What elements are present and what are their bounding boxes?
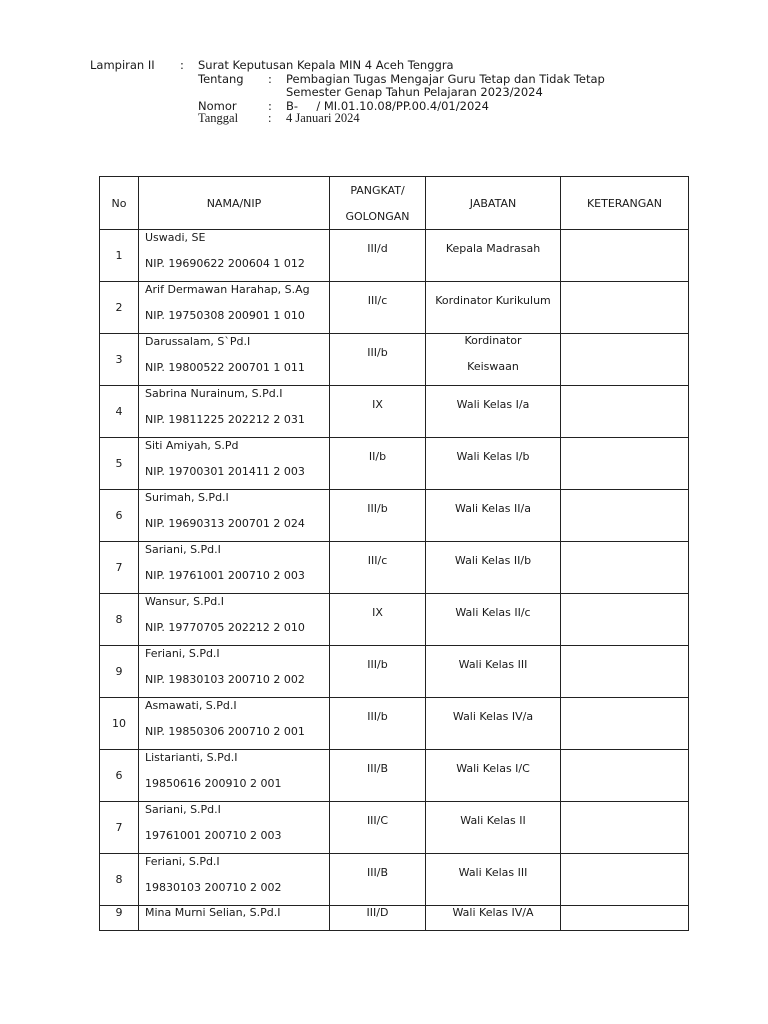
- row-nama-cell: [139, 906, 330, 931]
- table-row: [100, 230, 689, 282]
- row-no: 10: [100, 698, 139, 750]
- table-row: [100, 802, 689, 854]
- row-jabatan-line2: Keiswaan: [467, 360, 519, 373]
- row-no: 7: [100, 542, 139, 594]
- table-row: [100, 282, 689, 334]
- row-nama-cell: [139, 438, 330, 490]
- row-keterangan: [561, 646, 689, 698]
- tanggal-value: 4 Januari 2024: [286, 111, 360, 125]
- row-nip: NIP. 19700301 201411 2 003: [145, 465, 305, 478]
- row-nama: Uswadi, SE: [145, 231, 206, 244]
- row-nama: Sabrina Nurainum, S.Pd.I: [145, 387, 283, 400]
- row-jabatan-cell: [426, 282, 561, 334]
- row-jabatan: Wali Kelas II/c: [455, 606, 531, 619]
- row-nama-cell: [139, 646, 330, 698]
- row-jabatan: Wali Kelas I/b: [456, 450, 530, 463]
- row-nama-cell: [139, 802, 330, 854]
- row-nama-cell: [139, 386, 330, 438]
- row-nama: Feriani, S.Pd.I: [145, 647, 220, 660]
- row-nip: 19850616 200910 2 001: [145, 777, 282, 790]
- row-golongan: IX: [372, 398, 383, 411]
- row-jabatan: Wali Kelas IV/A: [452, 906, 534, 919]
- row-golongan: III/D: [366, 906, 389, 919]
- row-nama: Wansur, S.Pd.I: [145, 595, 224, 608]
- row-nama: Sariani, S.Pd.I: [145, 543, 221, 556]
- row-nama: Feriani, S.Pd.I: [145, 855, 220, 868]
- row-nama: Siti Amiyah, S.Pd: [145, 439, 239, 452]
- table-row: [100, 594, 689, 646]
- col-header-pangkat-line2: GOLONGAN: [345, 209, 410, 223]
- row-nama: Darussalam, S`Pd.I: [145, 335, 251, 348]
- table-header-row: [100, 177, 689, 230]
- col-header-pangkat: [330, 177, 426, 230]
- row-golongan-cell: [330, 698, 426, 750]
- row-nama-cell: [139, 542, 330, 594]
- row-jabatan: Wali Kelas IV/a: [452, 710, 534, 723]
- row-nama: Sariani, S.Pd.I: [145, 803, 221, 816]
- row-no: 4: [100, 386, 139, 438]
- nomor-label: Nomor: [198, 99, 237, 113]
- row-golongan-cell: [330, 802, 426, 854]
- row-nip: NIP. 19830103 200710 2 002: [145, 673, 305, 686]
- tanggal-label: Tanggal: [198, 111, 239, 125]
- row-golongan-cell: [330, 750, 426, 802]
- teacher-assignment-table: [99, 176, 689, 931]
- row-jabatan-cell: [426, 802, 561, 854]
- tentang-label: Tentang: [198, 72, 244, 86]
- lampiran-label: Lampiran II: [90, 58, 155, 72]
- row-no: 9: [100, 906, 139, 931]
- table-row: [100, 438, 689, 490]
- row-golongan-cell: [330, 386, 426, 438]
- row-nama-cell: [139, 750, 330, 802]
- row-no: 8: [100, 854, 139, 906]
- tentang-line1: Pembagian Tugas Mengajar Guru Tetap dan Tidak Tetap: [286, 72, 605, 86]
- row-golongan-cell: [330, 854, 426, 906]
- row-jabatan: Wali Kelas III: [458, 866, 528, 879]
- row-golongan: III/b: [367, 658, 388, 671]
- row-golongan: III/c: [367, 554, 388, 567]
- row-keterangan: [561, 594, 689, 646]
- row-no: 2: [100, 282, 139, 334]
- row-jabatan-cell: [426, 750, 561, 802]
- row-nama: Surimah, S.Pd.I: [145, 491, 229, 504]
- lampiran-value: Surat Keputusan Kepala MIN 4 Aceh Tenggra: [198, 58, 454, 72]
- row-nip: NIP. 19690622 200604 1 012: [145, 257, 305, 270]
- row-nama-cell: [139, 334, 330, 386]
- row-golongan: III/b: [367, 502, 388, 515]
- row-jabatan: Wali Kelas I/a: [456, 398, 530, 411]
- row-nama: Arif Dermawan Harahap, S.Ag: [145, 283, 310, 296]
- row-no: 7: [100, 802, 139, 854]
- table-row: [100, 906, 689, 931]
- row-golongan: III/B: [367, 762, 388, 775]
- row-golongan: III/b: [367, 346, 388, 359]
- tentang-colon: :: [268, 72, 272, 86]
- row-keterangan: [561, 438, 689, 490]
- row-golongan: II/b: [368, 450, 387, 463]
- row-golongan: III/d: [367, 242, 388, 255]
- row-golongan: III/B: [367, 866, 388, 879]
- table-row: [100, 646, 689, 698]
- row-jabatan-cell: [426, 438, 561, 490]
- row-nip: NIP. 19761001 200710 2 003: [145, 569, 305, 582]
- row-nama-cell: [139, 490, 330, 542]
- row-no: 9: [100, 646, 139, 698]
- row-nip: 19830103 200710 2 002: [145, 881, 282, 894]
- row-jabatan-cell: [426, 854, 561, 906]
- row-keterangan: [561, 490, 689, 542]
- table-row: [100, 854, 689, 906]
- col-header-nama: NAMA/NIP: [139, 177, 330, 230]
- table-row: [100, 750, 689, 802]
- row-nama-cell: [139, 230, 330, 282]
- row-nama: Asmawati, S.Pd.I: [145, 699, 237, 712]
- lampiran-colon: :: [180, 58, 184, 72]
- row-golongan-cell: [330, 230, 426, 282]
- row-nama-cell: [139, 698, 330, 750]
- row-nama-cell: [139, 282, 330, 334]
- col-header-pangkat-line1: PANGKAT/: [350, 183, 405, 197]
- row-golongan-cell: [330, 542, 426, 594]
- row-golongan-cell: [330, 646, 426, 698]
- row-nip: NIP. 19800522 200701 1 011: [145, 361, 305, 374]
- row-no: 8: [100, 594, 139, 646]
- col-header-keterangan: KETERANGAN: [561, 177, 689, 230]
- row-no: 1: [100, 230, 139, 282]
- row-jabatan: Wali Kelas II/b: [454, 554, 532, 567]
- row-nip: 19761001 200710 2 003: [145, 829, 282, 842]
- nomor-colon: :: [268, 99, 272, 113]
- row-jabatan-cell: [426, 490, 561, 542]
- row-keterangan: [561, 854, 689, 906]
- row-golongan-cell: [330, 906, 426, 931]
- table-row: [100, 490, 689, 542]
- row-jabatan-cell: [426, 334, 561, 386]
- table-row: [100, 334, 689, 386]
- row-golongan-cell: [330, 594, 426, 646]
- row-no: 5: [100, 438, 139, 490]
- row-keterangan: [561, 542, 689, 594]
- row-jabatan-cell: [426, 906, 561, 931]
- row-golongan: III/b: [367, 710, 388, 723]
- table-row: [100, 542, 689, 594]
- row-keterangan: [561, 698, 689, 750]
- row-nip: NIP. 19850306 200710 2 001: [145, 725, 305, 738]
- row-keterangan: [561, 282, 689, 334]
- row-golongan-cell: [330, 282, 426, 334]
- row-jabatan-cell: [426, 594, 561, 646]
- tentang-line2: Semester Genap Tahun Pelajaran 2023/2024: [286, 85, 543, 99]
- row-nama-cell: [139, 594, 330, 646]
- col-header-jabatan: JABATAN: [426, 177, 561, 230]
- row-jabatan-line1: Kordinator: [464, 334, 522, 347]
- row-golongan: III/C: [366, 814, 389, 827]
- col-header-no: No: [100, 177, 139, 230]
- row-no: 6: [100, 750, 139, 802]
- row-keterangan: [561, 230, 689, 282]
- row-no: 6: [100, 490, 139, 542]
- row-golongan-cell: [330, 490, 426, 542]
- row-keterangan: [561, 334, 689, 386]
- row-no: 3: [100, 334, 139, 386]
- row-nama-cell: [139, 854, 330, 906]
- row-jabatan: Wali Kelas II/a: [455, 502, 531, 515]
- row-jabatan: Kordinator Kurikulum: [435, 294, 551, 307]
- row-golongan-cell: [330, 438, 426, 490]
- table-row: [100, 386, 689, 438]
- nomor-value: B- / MI.01.10.08/PP.00.4/01/2024: [286, 99, 489, 113]
- row-jabatan-cell: [426, 698, 561, 750]
- row-nama: Listarianti, S.Pd.I: [145, 751, 238, 764]
- row-nip: NIP. 19811225 202212 2 031: [145, 413, 305, 426]
- tanggal-colon: :: [268, 111, 272, 125]
- row-nip: NIP. 19690313 200701 2 024: [145, 517, 305, 530]
- table-row: [100, 698, 689, 750]
- row-jabatan-cell: [426, 386, 561, 438]
- row-jabatan: Wali Kelas II: [460, 814, 526, 827]
- row-golongan: III/c: [367, 294, 388, 307]
- row-keterangan: [561, 802, 689, 854]
- row-nip: NIP. 19750308 200901 1 010: [145, 309, 305, 322]
- row-jabatan-cell: [426, 646, 561, 698]
- row-jabatan-cell: [426, 230, 561, 282]
- row-nama: Mina Murni Selian, S.Pd.I: [145, 906, 281, 919]
- row-nip: NIP. 19770705 202212 2 010: [145, 621, 305, 634]
- row-keterangan: [561, 906, 689, 931]
- row-jabatan: Wali Kelas III: [458, 658, 528, 671]
- row-jabatan: Kepala Madrasah: [445, 242, 541, 255]
- row-jabatan-cell: [426, 542, 561, 594]
- row-keterangan: [561, 386, 689, 438]
- row-keterangan: [561, 750, 689, 802]
- row-golongan: IX: [372, 606, 383, 619]
- row-jabatan: Wali Kelas I/C: [456, 762, 530, 775]
- row-golongan-cell: [330, 334, 426, 386]
